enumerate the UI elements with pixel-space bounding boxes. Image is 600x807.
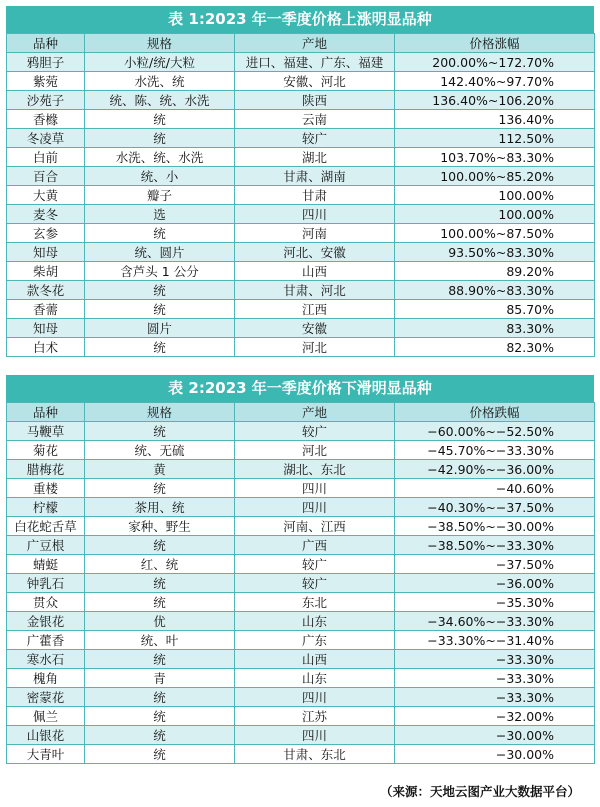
cell-spec: 统 — [85, 745, 235, 764]
table-row — [7, 129, 595, 148]
cell-change: 100.00% — [395, 205, 595, 224]
cell-change: 100.00% — [395, 186, 595, 205]
table2-body — [7, 422, 595, 764]
table-row — [7, 281, 595, 300]
cell-origin: 湖北、东北 — [235, 460, 395, 479]
cell-variety: 白术 — [7, 338, 85, 357]
cell-change: −30.00% — [395, 745, 595, 764]
cell-origin: 江苏 — [235, 707, 395, 726]
table1 — [6, 33, 595, 357]
cell-origin: 湖北 — [235, 148, 395, 167]
cell-variety: 密蒙花 — [7, 688, 85, 707]
table-row — [7, 224, 595, 243]
cell-spec: 含芦头 1 公分 — [85, 262, 235, 281]
cell-origin: 较广 — [235, 422, 395, 441]
table-row — [7, 186, 595, 205]
cell-origin: 东北 — [235, 593, 395, 612]
cell-variety: 冬凌草 — [7, 129, 85, 148]
cell-change: 200.00%~172.70% — [395, 53, 595, 72]
cell-spec: 青 — [85, 669, 235, 688]
cell-origin: 河北 — [235, 338, 395, 357]
cell-spec: 统 — [85, 281, 235, 300]
table-row — [7, 498, 595, 517]
table1-header-origin: 产地 — [235, 34, 395, 53]
cell-change: −36.00% — [395, 574, 595, 593]
table-row — [7, 167, 595, 186]
cell-change: −40.60% — [395, 479, 595, 498]
cell-origin: 较广 — [235, 129, 395, 148]
table-row — [7, 338, 595, 357]
table-row — [7, 745, 595, 764]
cell-spec: 统、小 — [85, 167, 235, 186]
cell-origin: 甘肃、湖南 — [235, 167, 395, 186]
table1-title: 表 1:2023 年一季度价格上涨明显品种 — [6, 6, 594, 33]
table-row — [7, 319, 595, 338]
table-row — [7, 726, 595, 745]
cell-origin: 安徽 — [235, 319, 395, 338]
table-row — [7, 707, 595, 726]
cell-variety: 贯众 — [7, 593, 85, 612]
cell-spec: 统 — [85, 300, 235, 319]
cell-origin: 甘肃、东北 — [235, 745, 395, 764]
table-row — [7, 650, 595, 669]
table-row — [7, 517, 595, 536]
cell-spec: 优 — [85, 612, 235, 631]
cell-change: −45.70%~−33.30% — [395, 441, 595, 460]
cell-variety: 寒水石 — [7, 650, 85, 669]
cell-variety: 柠檬 — [7, 498, 85, 517]
table-row — [7, 205, 595, 224]
cell-spec: 统、无硫 — [85, 441, 235, 460]
table-row — [7, 688, 595, 707]
cell-spec: 黄 — [85, 460, 235, 479]
cell-origin: 山东 — [235, 669, 395, 688]
cell-origin: 陕西 — [235, 91, 395, 110]
table-row — [7, 148, 595, 167]
table2-header-row — [7, 403, 595, 422]
table2-header-origin: 产地 — [235, 403, 395, 422]
cell-origin: 山东 — [235, 612, 395, 631]
cell-origin: 甘肃 — [235, 186, 395, 205]
cell-variety: 玄参 — [7, 224, 85, 243]
cell-variety: 重楼 — [7, 479, 85, 498]
cell-change: −38.50%~−30.00% — [395, 517, 595, 536]
cell-change: 103.70%~83.30% — [395, 148, 595, 167]
table-row — [7, 53, 595, 72]
cell-origin: 较广 — [235, 555, 395, 574]
cell-change: −35.30% — [395, 593, 595, 612]
table1-header-variety: 品种 — [7, 34, 85, 53]
cell-variety: 款冬花 — [7, 281, 85, 300]
cell-spec: 水洗、统 — [85, 72, 235, 91]
cell-variety: 腊梅花 — [7, 460, 85, 479]
table-row — [7, 669, 595, 688]
table-row — [7, 460, 595, 479]
table-row — [7, 262, 595, 281]
cell-change: 100.00%~85.20% — [395, 167, 595, 186]
cell-origin: 四川 — [235, 688, 395, 707]
table-row — [7, 110, 595, 129]
cell-change: −33.30%~−31.40% — [395, 631, 595, 650]
cell-origin: 四川 — [235, 205, 395, 224]
cell-change: −32.00% — [395, 707, 595, 726]
cell-variety: 钟乳石 — [7, 574, 85, 593]
cell-variety: 白前 — [7, 148, 85, 167]
cell-change: 142.40%~97.70% — [395, 72, 595, 91]
cell-change: −33.30% — [395, 650, 595, 669]
cell-change: 93.50%~83.30% — [395, 243, 595, 262]
table2 — [6, 402, 595, 764]
cell-variety: 紫菀 — [7, 72, 85, 91]
cell-spec: 统、圆片 — [85, 243, 235, 262]
cell-variety: 蜻蜓 — [7, 555, 85, 574]
cell-change: −60.00%~−52.50% — [395, 422, 595, 441]
table-row — [7, 479, 595, 498]
cell-variety: 金银花 — [7, 612, 85, 631]
cell-spec: 统 — [85, 110, 235, 129]
cell-variety: 柴胡 — [7, 262, 85, 281]
cell-origin: 河南 — [235, 224, 395, 243]
cell-change: −38.50%~−33.30% — [395, 536, 595, 555]
cell-spec: 统 — [85, 129, 235, 148]
cell-variety: 广豆根 — [7, 536, 85, 555]
cell-spec: 茶用、统 — [85, 498, 235, 517]
table-row — [7, 612, 595, 631]
cell-spec: 统 — [85, 479, 235, 498]
cell-spec: 统 — [85, 422, 235, 441]
cell-variety: 鸦胆子 — [7, 53, 85, 72]
cell-origin: 河北 — [235, 441, 395, 460]
cell-change: 82.30% — [395, 338, 595, 357]
table-row — [7, 243, 595, 262]
cell-spec: 统、叶 — [85, 631, 235, 650]
cell-variety: 知母 — [7, 243, 85, 262]
table1-header-change: 价格涨幅 — [395, 34, 595, 53]
cell-spec: 选 — [85, 205, 235, 224]
cell-origin: 广西 — [235, 536, 395, 555]
cell-variety: 山银花 — [7, 726, 85, 745]
cell-origin: 进口、福建、广东、福建 — [235, 53, 395, 72]
cell-change: −40.30%~−37.50% — [395, 498, 595, 517]
cell-origin: 安徽、河北 — [235, 72, 395, 91]
table-row — [7, 574, 595, 593]
cell-variety: 沙苑子 — [7, 91, 85, 110]
table-row — [7, 593, 595, 612]
cell-spec: 统 — [85, 650, 235, 669]
cell-variety: 槐角 — [7, 669, 85, 688]
cell-change: −37.50% — [395, 555, 595, 574]
cell-variety: 佩兰 — [7, 707, 85, 726]
table-row — [7, 441, 595, 460]
cell-variety: 马鞭草 — [7, 422, 85, 441]
cell-change: 88.90%~83.30% — [395, 281, 595, 300]
cell-origin: 云南 — [235, 110, 395, 129]
cell-origin: 四川 — [235, 498, 395, 517]
cell-change: −30.00% — [395, 726, 595, 745]
table2-title: 表 2:2023 年一季度价格下滑明显品种 — [6, 375, 594, 402]
cell-variety: 百合 — [7, 167, 85, 186]
cell-spec: 统 — [85, 574, 235, 593]
cell-spec: 瓣子 — [85, 186, 235, 205]
cell-origin: 河北、安徽 — [235, 243, 395, 262]
cell-variety: 麦冬 — [7, 205, 85, 224]
table2-header-spec: 规格 — [85, 403, 235, 422]
cell-change: 83.30% — [395, 319, 595, 338]
cell-spec: 统 — [85, 338, 235, 357]
cell-origin: 四川 — [235, 726, 395, 745]
cell-origin: 山西 — [235, 262, 395, 281]
cell-origin: 四川 — [235, 479, 395, 498]
cell-variety: 大青叶 — [7, 745, 85, 764]
cell-change: 112.50% — [395, 129, 595, 148]
table-row — [7, 91, 595, 110]
table2-header-change: 价格跌幅 — [395, 403, 595, 422]
cell-spec: 圆片 — [85, 319, 235, 338]
cell-change: 85.70% — [395, 300, 595, 319]
cell-spec: 水洗、统、水洗 — [85, 148, 235, 167]
table1-header-row — [7, 34, 595, 53]
cell-spec: 统 — [85, 707, 235, 726]
cell-change: −33.30% — [395, 688, 595, 707]
cell-change: 100.00%~87.50% — [395, 224, 595, 243]
cell-origin: 甘肃、河北 — [235, 281, 395, 300]
cell-spec: 统 — [85, 224, 235, 243]
table-row — [7, 631, 595, 650]
table-row — [7, 555, 595, 574]
cell-spec: 家种、野生 — [85, 517, 235, 536]
table-row — [7, 72, 595, 91]
table-row — [7, 300, 595, 319]
table2-header-variety: 品种 — [7, 403, 85, 422]
cell-spec: 统 — [85, 536, 235, 555]
table-row — [7, 536, 595, 555]
cell-variety: 香橼 — [7, 110, 85, 129]
cell-variety: 大黄 — [7, 186, 85, 205]
cell-variety: 菊花 — [7, 441, 85, 460]
cell-origin: 江西 — [235, 300, 395, 319]
table-row — [7, 422, 595, 441]
source-note: （来源：天地云图产业大数据平台） — [379, 784, 580, 799]
cell-variety: 广藿香 — [7, 631, 85, 650]
cell-change: −33.30% — [395, 669, 595, 688]
cell-spec: 统、陈、统、水洗 — [85, 91, 235, 110]
cell-change: 136.40% — [395, 110, 595, 129]
cell-variety: 白花蛇舌草 — [7, 517, 85, 536]
cell-change: 89.20% — [395, 262, 595, 281]
cell-origin: 广东 — [235, 631, 395, 650]
cell-spec: 红、统 — [85, 555, 235, 574]
cell-change: 136.40%~106.20% — [395, 91, 595, 110]
cell-origin: 山西 — [235, 650, 395, 669]
cell-variety: 知母 — [7, 319, 85, 338]
cell-spec: 小粒/统/大粒 — [85, 53, 235, 72]
table1-header-spec: 规格 — [85, 34, 235, 53]
cell-variety: 香薷 — [7, 300, 85, 319]
table1-body — [7, 53, 595, 357]
cell-origin: 较广 — [235, 574, 395, 593]
cell-spec: 统 — [85, 726, 235, 745]
cell-spec: 统 — [85, 688, 235, 707]
cell-origin: 河南、江西 — [235, 517, 395, 536]
cell-change: −34.60%~−33.30% — [395, 612, 595, 631]
cell-change: −42.90%~−36.00% — [395, 460, 595, 479]
cell-spec: 统 — [85, 593, 235, 612]
